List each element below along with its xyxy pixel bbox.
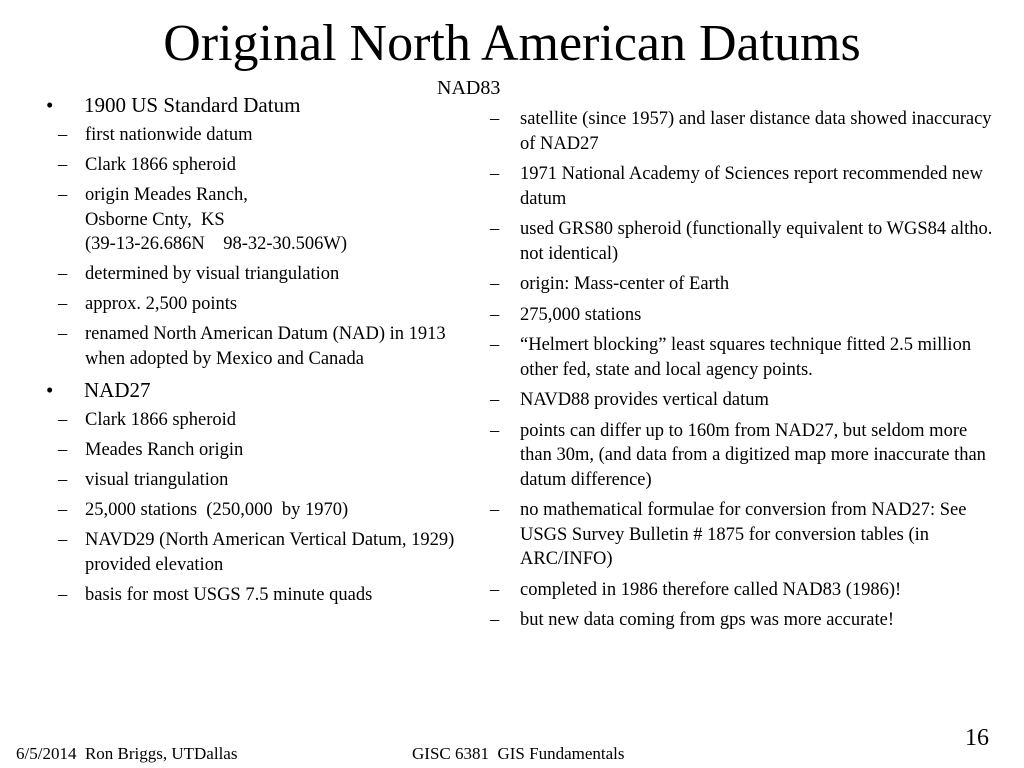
sub-item-text: NAVD88 provides vertical datum (520, 390, 769, 410)
dash-icon: – (58, 530, 68, 550)
dash-icon: – (490, 304, 500, 325)
dash-icon: – (58, 500, 68, 520)
dash-icon: – (58, 440, 68, 460)
sub-item (486, 217, 996, 266)
footer-date-author: 6/5/2014 Ron Briggs, UTDallas (16, 744, 238, 763)
page-number: 16 (965, 725, 989, 751)
nad83-heading: NAD83 (437, 77, 501, 99)
sub-item (486, 303, 996, 328)
sub-item-text: Meades Ranch origin (85, 440, 244, 460)
sub-item (486, 272, 996, 297)
sub-item-text: used GRS80 spheroid (functionally equivalent to WGS84 altho. not identical) (520, 219, 993, 264)
dash-icon: – (490, 219, 500, 239)
sub-item (486, 333, 996, 382)
dash-icon: – (58, 410, 68, 430)
sub-item (486, 608, 996, 633)
footer-course: GISC 6381 GIS Fundamentals (412, 744, 625, 763)
sub-item (42, 183, 460, 257)
sub-item (42, 153, 460, 178)
sub-item-text: NAVD29 (North American Vertical Datum, 1929) provided elevation (85, 530, 455, 575)
sub-item-text: 275,000 stations (520, 304, 642, 325)
sub-item (42, 292, 460, 317)
bullet-label: NAD27 (84, 378, 151, 402)
sub-list (42, 408, 460, 607)
sub-item-text: “Helmert blocking” least squares technique fitted 2.5 million other fed, state and local agency points. (520, 335, 972, 380)
sub-item (42, 408, 460, 433)
sub-item (42, 123, 460, 148)
dash-icon: – (58, 584, 68, 605)
sub-item-text: first nationwide datum (85, 125, 253, 145)
dash-icon: – (58, 155, 68, 175)
dash-icon: – (58, 185, 68, 205)
dash-icon: – (490, 164, 500, 184)
dash-icon: – (490, 500, 500, 520)
sub-item-text: satellite (since 1957) and laser distance data showed inaccuracy of NAD27 (520, 109, 992, 154)
sub-item (486, 419, 996, 493)
sub-item-text: origin Meades Ranch, Osborne Cnty, KS (39-13-26.686N 98-32-30.506W) (85, 185, 348, 254)
dash-icon: – (58, 294, 68, 314)
dash-icon: – (490, 390, 500, 410)
sub-item-text: completed in 1986 therefore called NAD83 (1986)! (520, 579, 902, 600)
sub-item (42, 528, 460, 577)
dash-icon: – (490, 579, 500, 600)
dash-icon: – (490, 274, 500, 294)
sub-item-text: approx. 2,500 points (85, 294, 238, 314)
dash-icon: – (58, 324, 68, 344)
sub-list (42, 123, 460, 371)
sub-item (42, 583, 460, 608)
sub-item (486, 388, 996, 413)
sub-item-text: points can differ up to 160m from NAD27, but seldom more than 30m, (and data from a digitized map more inaccurate than datum difference) (520, 420, 986, 490)
sub-item-text: determined by visual triangulation (85, 264, 340, 284)
bullet-icon: • (46, 93, 54, 117)
bullet-icon: • (46, 378, 54, 402)
sub-item (486, 162, 996, 211)
left-column (42, 92, 460, 613)
dash-icon: – (490, 610, 500, 630)
sub-item (486, 578, 996, 603)
slide-title: Original North American Datums (163, 15, 861, 72)
dash-icon: – (58, 470, 68, 490)
sub-item-text: Clark 1866 spheroid (85, 155, 237, 175)
sub-item-text: origin: Mass-center of Earth (520, 274, 730, 294)
sub-item (486, 498, 996, 572)
sub-item-text: visual triangulation (85, 470, 229, 490)
sub-item-text: 25,000 stations (250,000 by 1970) (85, 500, 349, 520)
bullet-label: 1900 US Standard Datum (84, 93, 301, 117)
sub-item-text: no mathematical formulae for conversion from NAD27: See USGS Survey Bulletin # 1875 for conversion tables (in ARC/INFO) (520, 500, 967, 569)
dash-icon: – (58, 264, 68, 284)
sub-item-text: 1971 National Academy of Sciences report recommended new datum (520, 164, 983, 209)
sub-item-text: Clark 1866 spheroid (85, 410, 237, 430)
dash-icon: – (490, 335, 500, 355)
sub-item-text: renamed North American Datum (NAD) in 1913 when adopted by Mexico and Canada (85, 324, 446, 369)
bullet-item (42, 377, 460, 403)
right-column (486, 107, 996, 639)
dash-icon: – (490, 109, 500, 129)
dash-icon: – (490, 420, 500, 441)
sub-item-text: but new data coming from gps was more accurate! (520, 610, 894, 630)
sub-item (42, 498, 460, 523)
sub-item (42, 322, 460, 371)
sub-item (42, 262, 460, 287)
sub-item (42, 438, 460, 463)
dash-icon: – (58, 125, 68, 145)
sub-item-text: basis for most USGS 7.5 minute quads (85, 584, 373, 605)
sub-item (42, 468, 460, 493)
sub-item (486, 107, 996, 156)
bullet-item (42, 92, 460, 118)
